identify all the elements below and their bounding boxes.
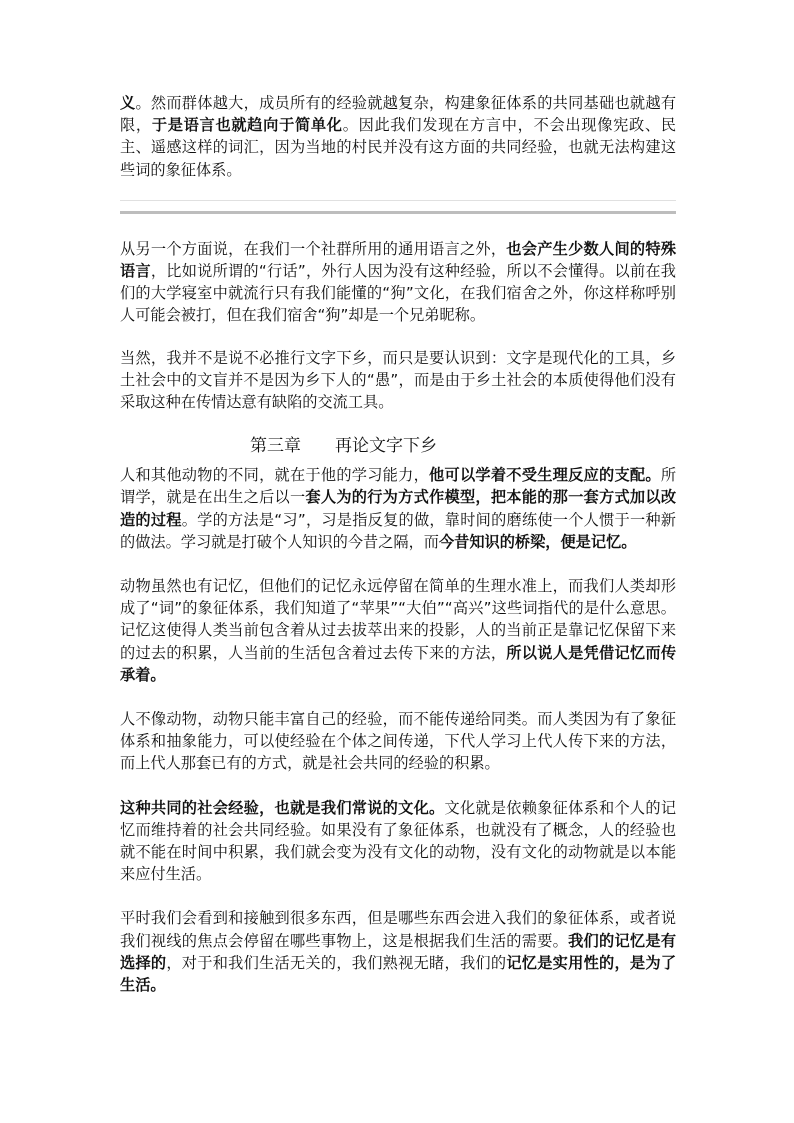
paragraph-special-language: [120, 238, 676, 327]
text-run: 人和其他动物的不同，就在于他的学习能力，: [120, 466, 430, 485]
bold-run: 也会产生少数人间的特殊语言: [120, 239, 677, 281]
text-run: 。然而群体越大，成员所有的经验就越复杂，构建象征体系的共同基础也就越有限，: [120, 94, 677, 135]
bold-run: 于是语言也就趋向于简单化: [151, 116, 343, 135]
text-run: 动物虽然也有记忆，但他们的记忆永远停留在简单的生理水准上，而我们人类却形成了“词”的象征体系，我们知道了“苹果”“大伯”“高兴”这些词指代的是什么意思。记忆这使得人类当前包含着从过去拔萃出来的投影，人的当前正是靠记忆保留下来的过去的积累，人当前的生活包含着过去传下来的方法，: [120, 577, 676, 662]
bold-run: 所以说人是凭借记忆而传承着。: [120, 643, 677, 684]
bold-run: 这种共同的社会经验，也就是我们常说的文化。: [120, 798, 445, 817]
text-run: 。学的方法是“习”，习是指反复的做，靠时间的磨练使一个人惯于一种新的做法。学习就是打破个人知识的今昔之隔，而: [120, 510, 676, 551]
text-run: 平时我们会看到和接触到很多东西，但是哪些东西会进入我们的象征体系，或者说我们视线的焦点会停留在哪些事物上，这是根据我们生活的需要。: [120, 909, 676, 950]
text-run: 人不像动物，动物只能丰富自己的经验，而不能传递给同类。而人类因为有了象征体系和抽象能力，可以使经验在个体之间传递，下代人学习上代人传下来的方法，而上代人那套已有的方式，就是社会共同的经验的积累。: [120, 710, 676, 773]
divider-thick: [120, 211, 676, 214]
paragraph-top: [120, 92, 676, 181]
paragraph-culture: [120, 797, 676, 886]
chapter-heading: [250, 434, 676, 458]
bold-run: 套人为的行为方式作模型，把本能的那一套方式加以改造的过程: [120, 488, 677, 529]
bold-run: 义: [120, 94, 136, 112]
paragraph-learning: [120, 464, 676, 553]
bold-run: 今昔知识的桥梁，便是记忆。: [438, 532, 637, 551]
divider-thin: [120, 200, 676, 201]
text-run: 文化就是依赖象征体系和个人的记忆而维持着的社会共同经验。如果没有了象征体系，也就没有了概念，人的经验也就不能在时间中积累，我们就会变为没有文化的动物，没有文化的动物就是以本能来应付生活。: [120, 798, 677, 884]
text-run: 。因此我们发现在方言中，不会出现像宪政、民主、遥感这样的词汇，因为当地的村民并没有这方面的共同经验，也就无法构建这些词的象征体系。: [120, 116, 676, 179]
text-run: 从另一个方面说，在我们一个社群所用的通用语言之外，: [120, 239, 507, 258]
text-run: 所谓学，就是在出生之后以一: [120, 466, 677, 507]
bold-run: 他可以学着不受生理反应的支配。: [429, 466, 661, 485]
chapter-number: 第三章: [250, 436, 301, 457]
paragraph-experience: [120, 708, 676, 775]
chapter-title: 再论文字下乡: [335, 436, 437, 457]
bold-run: 我们的记忆是有选择的: [120, 931, 677, 972]
paragraph-literacy: [120, 347, 676, 414]
paragraph-memory: [120, 575, 676, 686]
text-run: ，对于和我们生活无关的，我们熟视无睹，我们的: [166, 953, 507, 972]
text-run: 当然，我并不是说不必推行文字下乡，而只是要认识到：文字是现代化的工具，乡土社会中的文盲并不是因为乡下人的“愚”，而是由于乡土社会的本质使得他们没有采取这种在传情达意有缺陷的交流工具。: [120, 348, 676, 412]
bold-run: 记忆是实用性的，是为了生活。: [120, 953, 677, 995]
text-run: ，比如说所谓的“行话”，外行人因为没有这种经验，所以不会懂得。以前在我们的大学寝室中就流行只有我们能懂的“狗”文化，在我们宿舍之外，你这样称呼别人可能会被打，但在我们宿舍“狗”却是一个兄弟昵称。: [120, 262, 676, 325]
paragraph-selective-memory: [120, 907, 676, 996]
document-page: [120, 92, 676, 996]
